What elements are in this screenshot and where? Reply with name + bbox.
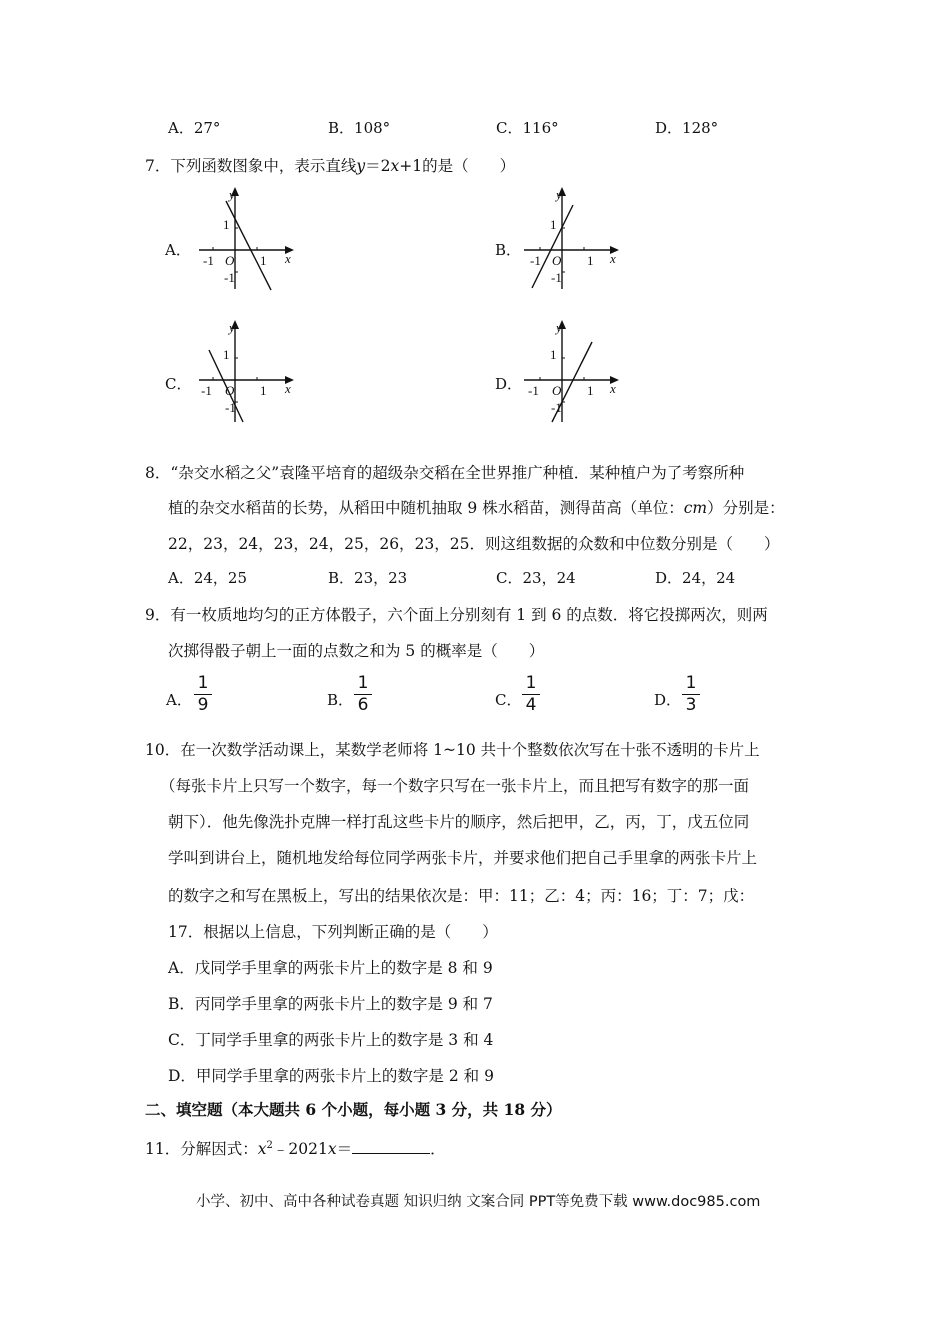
q9-option-b-fraction: $\frac{1}{6}$ (354, 674, 372, 715)
q8-option-b: B．23，23 (328, 569, 408, 587)
q10-option-d: D．甲同学手里拿的两张卡片上的数字是 2 和 9 (168, 1067, 494, 1085)
q9-option-d-label: D． (654, 691, 682, 709)
q7-graph-a (195, 185, 305, 295)
section-heading: 二、填空题（本大题共 6 个小题，每小题 3 分，共 18 分） (145, 1100, 562, 1119)
q7-graph-d (520, 318, 630, 428)
q10-line2: （每张卡片上只写一个数字，每一个数字只写在一张卡片上，而且把写有数字的那一面 (160, 777, 750, 795)
q7-graph-c (195, 318, 305, 428)
q7-option-c-label: C． (165, 375, 192, 393)
q10-option-b: B．丙同学手里拿的两张卡片上的数字是 9 和 7 (168, 995, 493, 1013)
q8-option-a: A．24，25 (168, 569, 248, 587)
svg-text:1: 1 (550, 217, 557, 232)
q8-option-d: D．24，24 (655, 569, 736, 587)
q7-stem: 7．下列函数图象中，表示直线y＝2x+1的是（ ） (145, 157, 516, 175)
svg-text:1: 1 (223, 347, 230, 362)
svg-text:1: 1 (587, 253, 594, 268)
svg-text:y: y (229, 320, 235, 335)
q6-option-d: D．128° (655, 119, 719, 137)
svg-text:x: x (285, 381, 291, 396)
q10-line6: 17．根据以上信息，下列判断正确的是（ ） (168, 923, 498, 941)
svg-text:1: 1 (587, 383, 594, 398)
svg-text:-1: -1 (528, 383, 539, 398)
q7-option-a-label: A． (165, 241, 191, 259)
q10-line4: 学叫到讲台上，随机地发给每位同学两张卡片，并要求他们把自己手里拿的两张卡片上 (168, 849, 758, 867)
footer-text: 小学、初中、高中各种试卷真题 知识归纳 文案合同 PPT等免费下载 www.doc985.com (196, 1194, 761, 1210)
y-axis-label: y (229, 187, 235, 202)
svg-text:-1: -1 (551, 400, 562, 415)
svg-text:-1: -1 (225, 400, 236, 415)
q10-line3: 朝下）．他先像洗扑克牌一样打乱这些卡片的顺序，然后把甲，乙，丙，丁，戊五位同 (168, 813, 750, 831)
q8-line3: 22，23，24，23，24，25，26，23，25．则这组数据的众数和中位数分别是（ ） (168, 535, 780, 553)
q6-option-c: C．116° (496, 119, 559, 137)
q8-line2: 植的杂交水稻苗的长势，从稻田中随机抽取 9 株水稻苗，测得苗高（单位：cm）分别是： (168, 499, 785, 517)
svg-text:O: O (225, 253, 235, 268)
svg-text:-1: -1 (201, 383, 212, 398)
q9-option-a-fraction: $\frac{1}{9}$ (194, 674, 212, 715)
svg-text:O: O (552, 253, 562, 268)
q9-option-d-fraction: $\frac{1}{3}$ (682, 674, 700, 715)
svg-text:-1: -1 (203, 253, 214, 268)
svg-text:1: 1 (550, 347, 557, 362)
svg-text:1: 1 (223, 217, 230, 232)
q9-option-c-fraction: $\frac{1}{4}$ (522, 674, 540, 715)
svg-text:x: x (610, 251, 616, 266)
q7-option-d-label: D． (495, 375, 523, 393)
q9-option-b-label: B． (327, 691, 354, 709)
q7-graph-b (520, 185, 630, 295)
answer-blank[interactable] (352, 1139, 430, 1154)
svg-text:y: y (556, 187, 562, 202)
svg-text:-1: -1 (551, 270, 562, 285)
x-axis-label: x (285, 251, 291, 266)
q6-option-b: B．108° (328, 119, 391, 137)
svg-text:x: x (610, 381, 616, 396)
q10-option-c: C．丁同学手里拿的两张卡片上的数字是 3 和 4 (168, 1031, 494, 1049)
q7-option-b-label: B． (495, 241, 522, 259)
q10-line5: 的数字之和写在黑板上，写出的结果依次是：甲：11；乙：4；丙：16；丁：7；戊： (168, 887, 755, 905)
q8-option-c: C．23，24 (496, 569, 576, 587)
q9-line2: 次掷得骰子朝上一面的点数之和为 5 的概率是（ ） (168, 642, 545, 660)
q10-option-a: A．戊同学手里拿的两张卡片上的数字是 8 和 9 (168, 959, 493, 977)
q9-line1: 9．有一枚质地均匀的正方体骰子，六个面上分别刻有 1 到 6 的点数．将它投掷两次，则两 (145, 606, 768, 624)
q10-line1: 10．在一次数学活动课上，某数学老师将 1~10 共十个整数依次写在十张不透明的卡片上 (145, 741, 760, 759)
q9-option-a-label: A． (166, 691, 192, 709)
svg-text:1: 1 (260, 253, 267, 268)
svg-text:-1: -1 (224, 270, 235, 285)
svg-text:O: O (225, 383, 235, 398)
q6-option-a: A．27° (168, 119, 221, 137)
svg-text:-1: -1 (530, 253, 541, 268)
q8-line1: 8．“杂交水稻之父”袁隆平培育的超级杂交稻在全世界推广种植．某种植户为了考察所种 (145, 464, 745, 482)
q9-option-c-label: C． (495, 691, 522, 709)
svg-text:y: y (556, 320, 562, 335)
svg-text:1: 1 (260, 383, 267, 398)
q11-line: 11．分解因式：$x^2﹣2021x=$ ． (145, 1140, 446, 1159)
svg-text:O: O (552, 383, 562, 398)
